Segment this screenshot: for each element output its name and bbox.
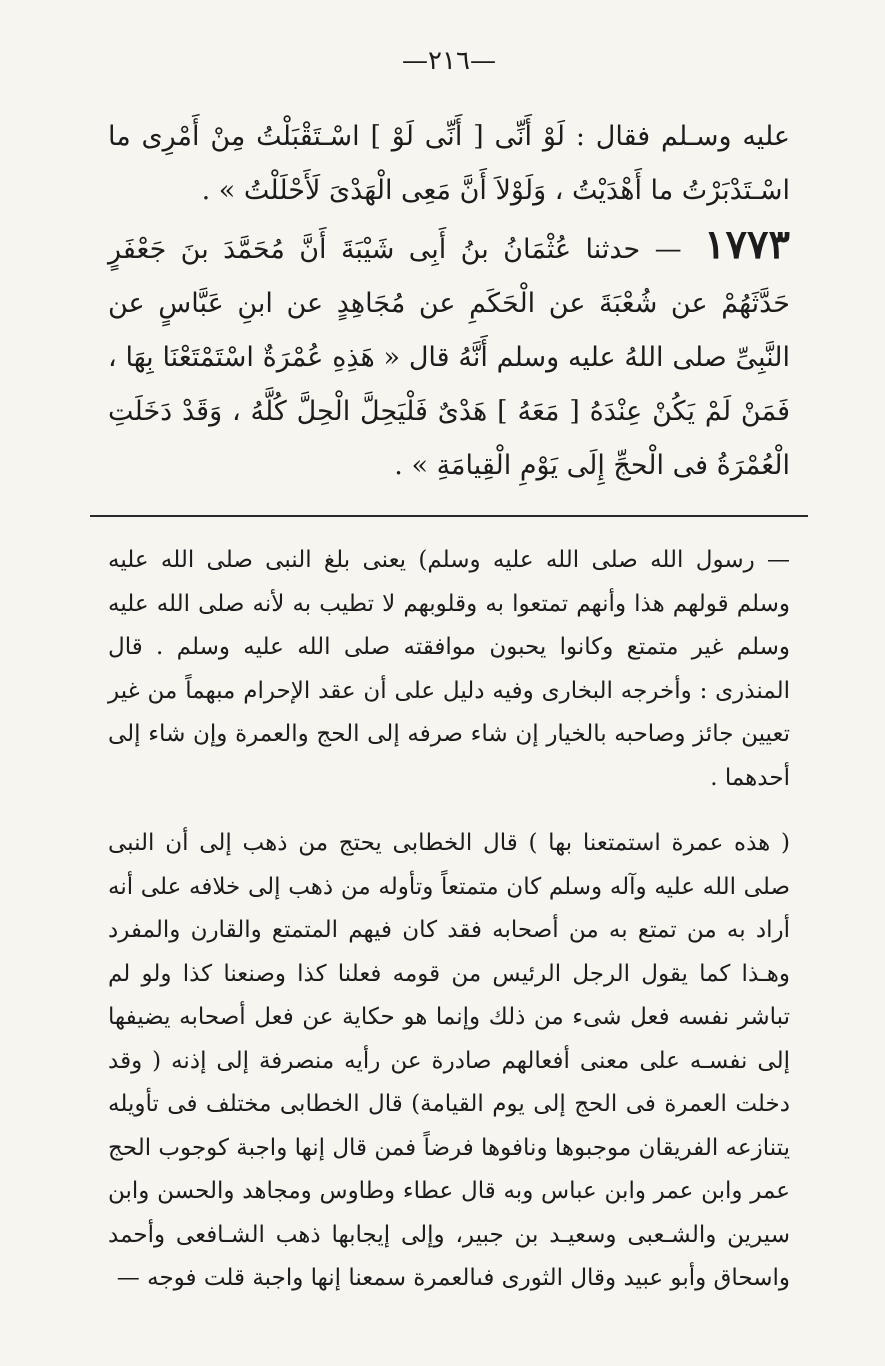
hadith-number: ١٧٧٣ bbox=[704, 221, 790, 268]
commentary-section bbox=[108, 539, 790, 1301]
commentary-paragraph: — رسول الله صلى الله عليه وسلم) يعنى بلغ النبى صلى الله عليه وسلم قولهم هذا وأنهم تمتعوا به وقلوبهم لا تطيب به لأنه صلى الله عليه وسلم غير متمتع وكانوا يحبون موافقته صلى الله عليه وسلم . قال المنذرى : وأخرجه البخارى وفيه دليل على أن عقد الإحرام مبهماً من غير تعيين جائز وصاحبه بالخيار إن شاء صرفه إلى الحج والعمرة وإن شاء إلى أحدهما . bbox=[108, 547, 790, 791]
hadith-main-text bbox=[108, 110, 790, 493]
hadith-text: — حدثنا عُثْمَانُ بنُ أَبِى شَيْبَةَ أَنَّ مُحَمَّدَ بنَ جَعْفَرٍ حَدَّثَهُمْ عن شُعْبَةَ عن الْحَكَمِ عن مُجَاهِدٍ عن ابنِ عَبَّاسٍ عن النَّبِىِّ صلى اللهُ عليه وسلم أَنَّهُ قال « هَذِهِ عُمْرَةٌ اسْتَمْتَعْنَا بِهَا ، فَمَنْ لَمْ يَكُنْ عِنْدَهُ [ مَعَهُ ] هَدْىٌ فَلْيَحِلَّ الْحِلَّ كُلَّهُ ، وَقَدْ دَخَلَتِ الْعُمْرَةُ فى الْحجِّ إِلَى يَوْمِ الْقِيامَةِ » . bbox=[108, 234, 790, 481]
previous-hadith-continuation: عليه وسـلم فقال : لَوْ أَنِّى [ أَنِّى لَوْ ] اسْـتَقْبَلْتُ مِنْ أَمْرِى ما اسْـتَدْبَرْتُ ما أَهْدَيْتُ ، وَلَوْلاَ أَنَّ مَعِى الْهَدْىَ لَأَحْلَلْتُ » . bbox=[108, 121, 790, 206]
commentary-paragraph: ( هذه عمرة استمتعنا بها ) قال الخطابى يحتج من ذهب إلى أن النبى صلى الله عليه وآله وسلم كان متمتعاً وتأوله من ذهب إلى خلافه على أنه أراد به من تمتع به من أصحابه فقد كان فيهم المتمتع والقارن والمفرد وهـذا كما يقول الرجل الرئيس من قومه فعلنا كذا وصنعنا كذا ولو لم تباشر نفسه فعل شىء من ذلك وإنما هو حكاية عن فعل أصحابه يضيفها إلى نفسـه على معنى أفعالهم صادرة عن رأيه منصرفة إلى إذنه ( وقد دخلت العمرة فى الحج إلى يوم القيامة) قال الخطابى مختلف فى تأويله يتنازعه الفريقان موجبوها ونافوها فرضاً فمن قال إنها واجبة كوجوب الحج عمر وابن عمر وابن عباس وبه قال عطاء وطاوس ومجاهد والحسن وابن سيرين والشـعبى وسعيـد بن جبير، وإلى إيجابها ذهب الشـافعى وأحمد واسحاق وأبو عبيد وقال الثورى فىالعمرة سمعنا إنها واجبة قلت فوجه — bbox=[108, 830, 790, 1291]
footnote-divider bbox=[90, 515, 808, 517]
hadith-paragraph bbox=[108, 218, 790, 493]
page-number: —٢١٦— bbox=[402, 46, 496, 76]
